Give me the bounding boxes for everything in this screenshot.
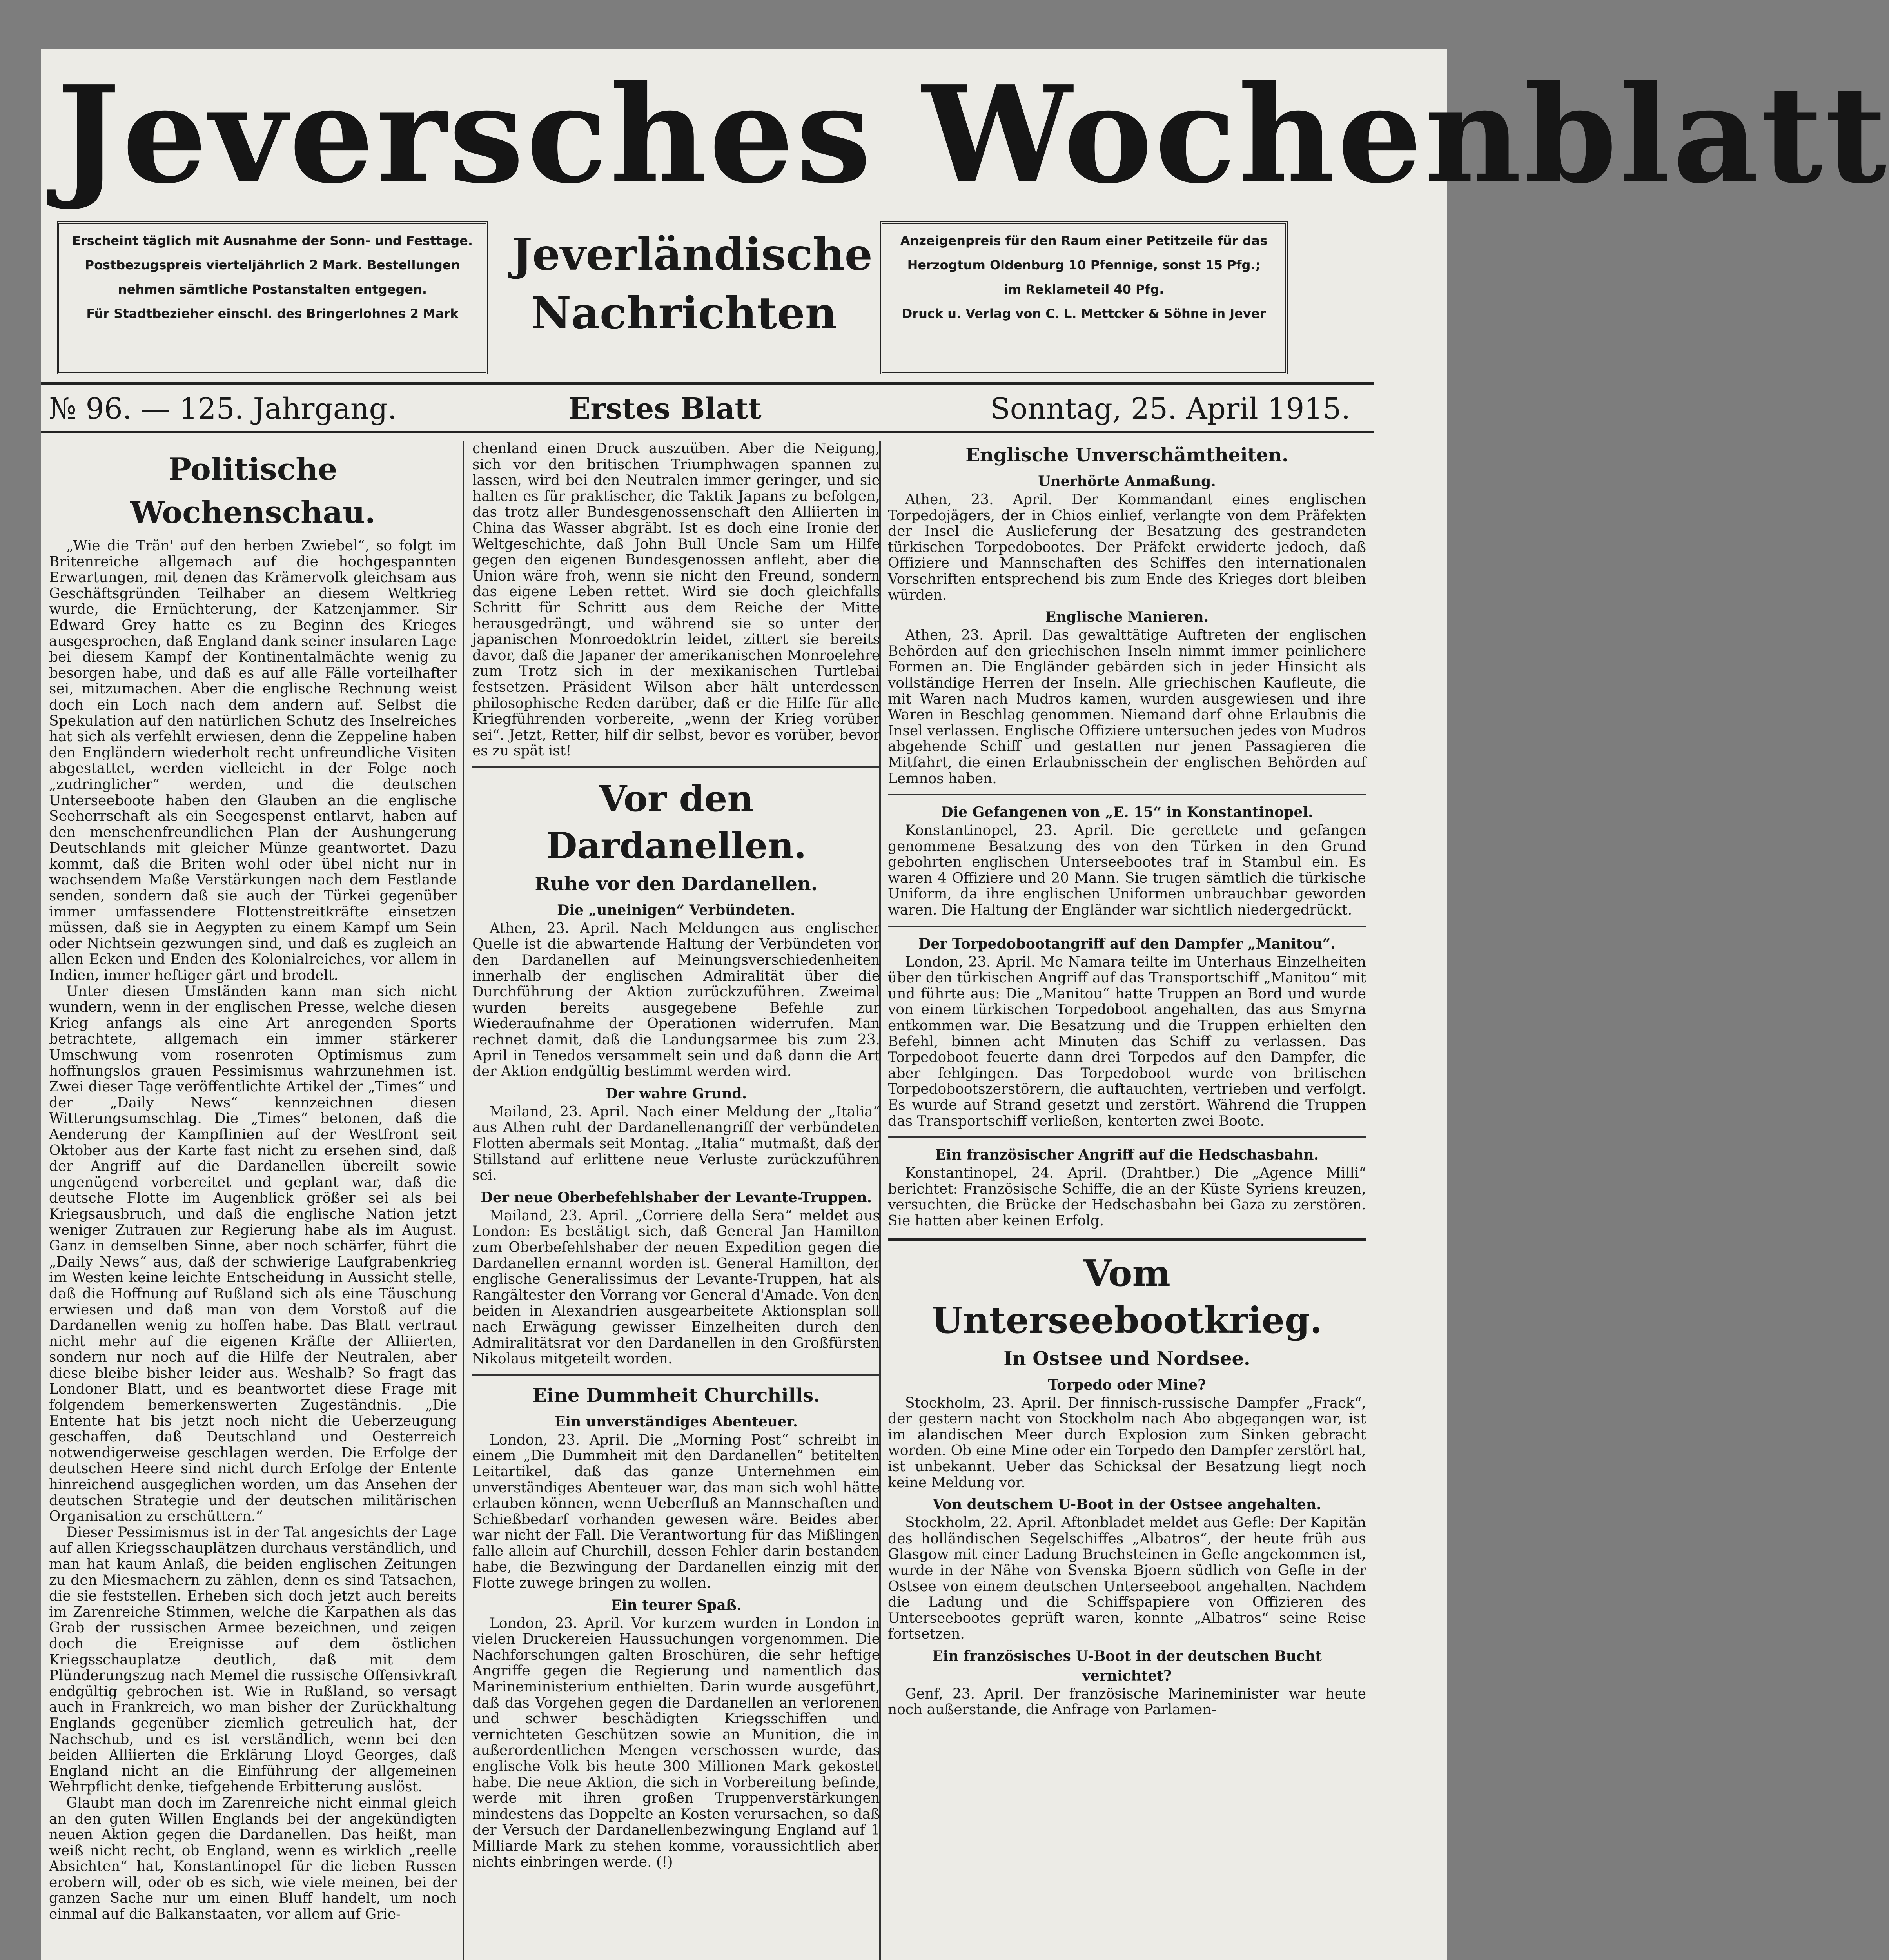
newspaper-page — [41, 49, 1889, 1960]
article-paragraph: Dieser Pessimismus ist in der Tat angesichts der Lage auf allen Kriegsschauplätzen durchaus verständlich, und man hat kaum Anlaß, die beiden englischen Zeitungen zu den Miesmachern zu zählen, denn es sind Tatsachen, die sie feststellen. Erheben sich doch jetzt auch bereits im Zarenreiche Stimmen, welche die Karpathen als das Grab der russischen Armee bezeichnen, und zeigen doch die Ereignisse auf dem östlichen Kriegsschauplatze deutlich, daß mit dem Plünderungszug nach Memel die russische Offensivkraft endgültig gebrochen ist. Wie in Rußland, so versagt auch in Frankreich, wo man bisher der Zurückhaltung Englands gegenüber ziemlich getreulich hat, der Nachschub, und es ist verständlich, wenn bei den beiden Alliierten die Erklärung Lloyd Georges, daß England nicht an die Einführung der allgemeinen Wehrpflicht denke, tiefgehende Erbitterung auslöst. — [49, 1524, 457, 1795]
article-paragraph: chenland einen Druck auszuüben. Aber die Neigung, sich vor den britischen Triumphwagen spannen zu lassen, wird bei den Neutralen immer geringer, und sie halten es für praktischer, die Taktik Japans zu befolgen, das trotz aller Bundesgenossenschaft den Alliierten in China das Wasser abgräbt. Ist es doch eine Ironie der Weltgeschichte, daß John Bull Uncle Sam um Hilfe gegen den eigenen Bundesgenossen anfleht, aber die Union wäre froh, wenn sie nicht den Freund, sondern das eigene Leben rettet. Wird sie doch gleichfalls Schritt für Schritt aus dem Reiche der Mitte herausgedrängt, und während sie so unter der japanischen Monroedoktrin leidet, zittert sie bereits davor, daß die Japaner der amerikanischen Monroelehre zum Trotz sich in der mexikanischen Turtlebai festsetzen. Präsident Wilson aber hält unterdessen philosophische Reden darüber, daß er die Hilfe für alle Kriegführenden vorbereite, „wenn der Krieg vorüber sei“. Jetzt, Retter, hilf dir selbst, bevor es vorüber, bevor es zu spät ist! — [472, 441, 880, 759]
masthead-title: Jeversches Wochenblatt — [57, 57, 1889, 213]
subscription-line: Postbezugspreis vierteljährlich 2 Mark. Bestellungen — [85, 258, 460, 272]
section-rule — [888, 1136, 1366, 1138]
advertising-info-box — [880, 221, 1288, 374]
section-rule — [888, 926, 1366, 927]
article-paragraph: Unter diesen Umständen kann man sich nicht wundern, wenn in der englischen Presse, welche diesen Krieg anfangs als eine Art anregenden Sports betrachtete, allgemach ein immer stärkerer Umschwung vom rosenroten Optimismus zum hoffnungslos grauen Pessimismus wahrzunehmen ist. Zwei dieser Tage veröffentlichte Artikel der „Times“ und der „Daily News“ kennzeichnen diesen Witterungsumschlag. Die „Times“ betonen, daß die Aenderung der Kampflinien auf der Westfront seit Oktober aus der Karte fast nicht zu ersehen sind, daß der Angriff auf die Dardanellen übereilt sowie ungenügend vorbereitet und geplant war, daß die deutsche Flotte im Augenblick größer sei als bei Kriegsausbruch, und daß die englische Nation jetzt weniger Zutrauen zur Regierung habe als im August. Ganz in demselben Sinne, aber noch schärfer, führt die „Daily News“ aus, daß der schwierige Laufgrabenkrieg im Westen keine leichte Entscheidung in Aussicht stelle, daß die Hoffnung auf Rußland sich als eine Täuschung erwiesen und daß man von dem Vorstoß auf die Dardanellen wenig zu hoffen habe. Das Blatt vertraut nicht mehr auf die eigenen Kräfte der Alliierten, sondern nur noch auf die Hilfe der Neutralen, aber diese bleibe bisher leider aus. Weshalb? So fragt das Londoner Blatt, und es beantwortet diese Frage mit folgendem bemerkenswerten Zugeständnis. „Die Entente hat bis jetzt noch nicht die Ueberzeugung geschaffen, daß Deutschland und Oesterreich notwendigerweise geschlagen werden. Die Erfolge der deutschen Heere sind nicht durch Erfolge der Entente hinreichend ausgeglichen worden, um das Ansehen der deutschen Strategie und der deutschen militärischen Organisation zu erschüttern.“ — [49, 983, 457, 1525]
article-subheading: Ein französisches U-Boot in der deutschen Bucht vernichtet? — [932, 1648, 1322, 1684]
section-heading: Vor den Dardanellen. — [546, 777, 807, 867]
article-subheading: Unerhörte Anmaßung. — [1038, 473, 1216, 490]
article-paragraph: „Wie die Trän' auf den herben Zwiebel“, so folgt im Britenreiche allgemach auf die hochgespannten Erwartungen, mit denen das Krämervolk gleichsam aus Geschäftsgründen Teilhaber an diesem Weltkrieg wurde, die Ernüchterung, der Katzenjammer. Sir Edward Grey hatte es zu Beginn des Krieges ausgesprochen, daß England dank seiner insularen Lage bei diesem Kampf der Kontinentalmächte wenig zu besorgen habe, und daß es auf alle Fälle vorteilhafter sei, mitzumachen. Aber die englische Rechnung weist doch ein Loch nach dem andern auf. Selbst die Spekulation auf den natürlichen Schutz des Inselreiches hat sich als verfehlt erwiesen, denn die Zeppeline haben den Engländern wiederholt recht unfreundliche Visiten abgestattet, werden vielleicht in der Folge noch „zudringlicher“ werden, und die deutschen Unterseeboote haben den Glauben an die englische Seeherrschaft als ein Seegespenst entlarvt, haben auf den menschenfreundlichen Plan der Aushungerung Deutschlands mit gleicher Münze geantwortet. Dazu kommt, daß die Briten wohl oder übel nicht nur in wachsendem Maße Verstärkungen nach dem Festlande senden, sondern daß sie auch der Türkei gegenüber immer umfassendere Flottenstreitkräfte einsetzen müssen, daß sie in Aegypten zu einem Kampf um Sein oder Nichtsein gezwungen sind, und daß es zugleich an allen Ecken und Enden des Kolonialreiches, vor allem in Indien, immer heftiger gärt und brodelt. — [49, 538, 457, 984]
section-rule — [472, 1374, 880, 1376]
article-heading: Politische Wochenschau. — [130, 452, 376, 530]
subscription-line: Erscheint täglich mit Ausnahme der Sonn- und Festtage. — [72, 233, 473, 248]
article-subheading: Ein teurer Spaß. — [611, 1597, 742, 1613]
article-paragraph: Glaubt man doch im Zarenreiche nicht einmal gleich an den guten Willen Englands bei der angekündigten neuen Aktion gegen die Dardanellen. Das heißt, man weiß nicht recht, ob England, wenn es wirklich „reelle Absichten“ hat, Konstantinopel für die lieben Russen erobern will, oder ob es sich, wie viele meinen, bei der ganzen Sache nur um einen Bluff handelt, um noch einmal auf die Balkanstaaten, vor allem auf Grie- — [49, 1795, 457, 1923]
subtitle-line: Nachrichten — [531, 288, 837, 339]
article-paragraph: Stockholm, 22. April. Aftonbladet meldet aus Gefle: Der Kapitän des holländischen Segelschiffes „Albatros“, der heute früh aus Glasgow mit einer Ladung Bruchsteinen in Gefle angekommen ist, wurde in der Nähe von Svenska Bjoern südlich von Gefle in der Ostsee von einem deutschen Unterseeboot angehalten. Nachdem die Ladung und die Schiffspapiere von Offizieren des Unterseebootes geprüft waren, konnte „Albatros“ seine Reise fortsetzen. — [888, 1515, 1366, 1642]
article-heading: Eine Dummheit Churchills. — [532, 1384, 820, 1406]
subscription-line: Für Stadtbezieher einschl. des Bringerlohnes 2 Mark — [86, 306, 459, 321]
column-divider — [463, 441, 464, 1960]
issue-sheet: Erstes Blatt — [568, 392, 762, 426]
subscription-info-box — [57, 221, 488, 374]
article-paragraph: Konstantinopel, 24. April. (Drahtber.) Die „Agence Milli“ berichtet: Französische Schiffe, die an der Küste Syriens kreuzen, versuchten, die Brücke der Hedschasbahn bei Gaza zu zerstören. Sie hatten aber keinen Erfolg. — [888, 1165, 1366, 1229]
issue-number: № 96. — 125. Jahrgang. — [49, 392, 397, 426]
article-subheading: Der Torpedobootangriff auf den Dampfer „Manitou“. — [918, 935, 1336, 952]
article-subheading: Der neue Oberbefehlshaber der Levante-Truppen. — [480, 1189, 872, 1206]
column-2 — [472, 441, 880, 1960]
subtitle-line: Jeverländische — [512, 229, 873, 280]
section-rule — [888, 1238, 1366, 1241]
section-heading: Vom Unterseebootkrieg. — [931, 1252, 1323, 1341]
article-paragraph: London, 23. April. Die „Morning Post“ schreibt in einem „Die Dummheit mit den Dardanellen“ betitelten Leitartikel, daß das ganze Unternehmen ein unverständiges Abenteuer war, das man sich wohl hätte erlauben können, wenn Ueberfluß an Mannschaften und Schießbedarf vorhanden gewesen wäre. Beides aber war nicht der Fall. Die Verantwortung für das Mißlingen falle allein auf Churchill, dessen Fehler darin bestanden habe, die Bezwingung der Dardanellen einzig mit der Flotte zuwege bringen zu wollen. — [472, 1432, 880, 1592]
subscription-line: nehmen sämtliche Postanstalten entgegen. — [118, 282, 427, 297]
article-subheading: Die Gefangenen von „E. 15“ in Konstantinopel. — [941, 804, 1313, 821]
article-subheading: Ein unverständiges Abenteuer. — [554, 1413, 798, 1430]
section-rule — [472, 766, 880, 768]
article-paragraph: Athen, 23. April. Nach Meldungen aus englischer Quelle ist die abwartende Haltung der Verbündeten vor den Dardanellen auf Meinungsverschiedenheiten innerhalb der englischen Admiralität über die Durchführung der Aktion zurückzuführen. Zweimal wurden bereits ausgegebene Befehle zur Wiederaufnahme der Operationen widerrufen. Man rechnet damit, daß die Landungsarmee bis zum 23. April in Tenedos versammelt sein und daß dann die Art der Aktion endgültig bestimmt werden wird. — [472, 920, 880, 1080]
article-heading: Englische Unverschämtheiten. — [965, 444, 1288, 466]
article-heading: In Ostsee und Nordsee. — [1003, 1347, 1250, 1370]
advertising-line: Anzeigenpreis für den Raum einer Petitzeile für das — [900, 233, 1268, 248]
advertising-line: Druck u. Verlag von C. L. Mettcker & Söhne in Jever — [902, 306, 1266, 321]
advertising-line: im Reklameteil 40 Pfg. — [1003, 282, 1164, 297]
article-paragraph: Mailand, 23. April. Nach einer Meldung der „Italia“ aus Athen ruht der Dardanellenangriff der verbündeten Flotten abermals seit Montag. „Italia“ mutmaßt, daß der Stillstand auf erlittene neue Verluste zurückzuführen sei. — [472, 1103, 880, 1184]
article-subheading: Die „uneinigen“ Verbündeten. — [557, 902, 795, 918]
article-subheading: Ein französischer Angriff auf die Hedschasbahn. — [935, 1147, 1319, 1163]
article-paragraph: Athen, 23. April. Der Kommandant eines englischen Torpedojägers, der in Chios einlief, verlangte von dem Präfekten der Insel die Auslieferung der Besatzung des gestrandeten türkischen Torpedobootes. Der Präfekt erwiderte jedoch, daß Offiziere und Mannschaften des Schiffes den internationalen Vorschriften entsprechend bis zum Ende des Krieges dort bleiben würden. — [888, 492, 1366, 603]
article-heading: Ruhe vor den Dardanellen. — [535, 873, 818, 895]
article-paragraph: London, 23. April. Vor kurzem wurden in London in vielen Druckereien Haussuchungen vorgenommen. Die Nachforschungen galten Broschüren, die sehr heftige Angriffe gegen die Regierung und namentlich das Marineministerium enthielten. Darin wurde ausgeführt, daß das Vorgehen gegen die Dardanellen an verlorenen und schwer beschädigten Kriegsschiffen und vernichteten Geschützen sowie an Munition, die in außerordentlichen Mengen verschossen wurde, das englische Volk bis heute 300 Millionen Mark gekostet habe. Die neue Aktion, die sich in Vorbereitung befinde, werde mit ihren großen Truppenverstärkungen mindestens das Doppelte an Kosten verursachen, so daß der Versuch der Dardanellenbezwingung England auf 1 Milliarde Mark zu stehen komme, voraussichtlich aber nichts einbringen werde. (!) — [472, 1615, 880, 1870]
column-1 — [49, 441, 457, 1960]
issue-line — [41, 382, 1374, 433]
article-paragraph: Athen, 23. April. Das gewalttätige Auftreten der englischen Behörden auf den griechischen Inseln nimmt immer peinlichere Formen an. Die Engländer gebärden sich in jeder Hinsicht als vollständige Herren der Inseln. Alle griechischen Kaufleute, die mit Waren nach Mudros kamen, wurden ausgewiesen und ihre Waren in Beschlag genommen. Niemand darf ohne Erlaubnis die Insel verlassen. Englische Offiziere untersuchen jedes von Mudros abgehende Schiff und gestatten nur jenen Passagieren die Mitfahrt, die einen Erlaubnisschein der englischen Behörden auf Lemnos haben. — [888, 627, 1366, 787]
article-paragraph: London, 23. April. Mc Namara teilte im Unterhaus Einzelheiten über den türkischen Angriff auf das Transportschiff „Manitou“ mit und führte aus: Die „Manitou“ hatte Truppen an Bord und wurde von einem türkischen Torpedoboot angehalten, das aus Smyrna entkommen war. Die Besatzung und die Truppen erhielten den Befehl, binnen acht Minuten das Schiff zu verlassen. Das Torpedoboot feuerte dann drei Torpedos auf den Dampfer, die aber fehlgingen. Das Torpedoboot wurde von britischen Torpedobootszerstörern, die auftauchten, vertrieben und verfolgt. Es wurde auf Strand gesetzt und zerstört. Während die Truppen das Transportschiff verließen, kenterten zwei Boote. — [888, 954, 1366, 1129]
article-subheading: Torpedo oder Mine? — [1048, 1376, 1206, 1393]
article-paragraph: Konstantinopel, 23. April. Die gerettete und gefangen genommene Besatzung des von den Türken in den Grund gebohrten englischen Unterseebootes traf in Stambul ein. Es waren 4 Offiziere und 20 Mann. Sie trugen sämtlich die türkische Uniform, da ihre englischen Uniformen unbrauchbar geworden waren. Die Haltung der Engländer war sichtlich niedergedrückt. — [888, 822, 1366, 918]
masthead-subtitle — [512, 225, 873, 343]
article-paragraph: Mailand, 23. April. „Corriere della Sera“ meldet aus London: Es bestätigt sich, daß General Jan Hamilton zum Oberbefehlshaber der neuen Expedition gegen die Dardanellen ernannt worden ist. General Hamilton, der englische Generalissimus der Levante-Truppen, hat als Rangältester den Vorrang vor General d'Amade. Von den beiden in Alexandrien ausgearbeitete Aktionsplan soll nach Erwägung gewisser Einzelheiten durch den Admiralitätsrat vor den Dardanellen in den Großfürsten Nikolaus mitgeteilt worden. — [472, 1207, 880, 1367]
column-3 — [888, 441, 1366, 1960]
article-subheading: Von deutschem U-Boot in der Ostsee angehalten. — [933, 1496, 1321, 1513]
article-paragraph: Stockholm, 23. April. Der finnisch-russische Dampfer „Frack“, der gestern nacht von Stockholm nach Abo abgegangen war, ist im alandischen Meer durch Explosion zum Sinken gebracht worden. Ob eine Mine oder ein Torpedo den Dampfer zerstört hat, ist unbekannt. Ueber das Schicksal der Besatzung liegt noch keine Meldung vor. — [888, 1395, 1366, 1491]
issue-date: Sonntag, 25. April 1915. — [990, 392, 1350, 426]
advertising-line: Herzogtum Oldenburg 10 Pfennige, sonst 15 Pfg.; — [907, 258, 1261, 272]
section-rule — [888, 794, 1366, 795]
article-paragraph: Genf, 23. April. Der französische Marineminister war heute noch außerstande, die Anfrage von Parlamen- — [888, 1686, 1366, 1718]
article-subheading: Englische Manieren. — [1045, 609, 1209, 626]
article-subheading: Der wahre Grund. — [605, 1085, 747, 1102]
